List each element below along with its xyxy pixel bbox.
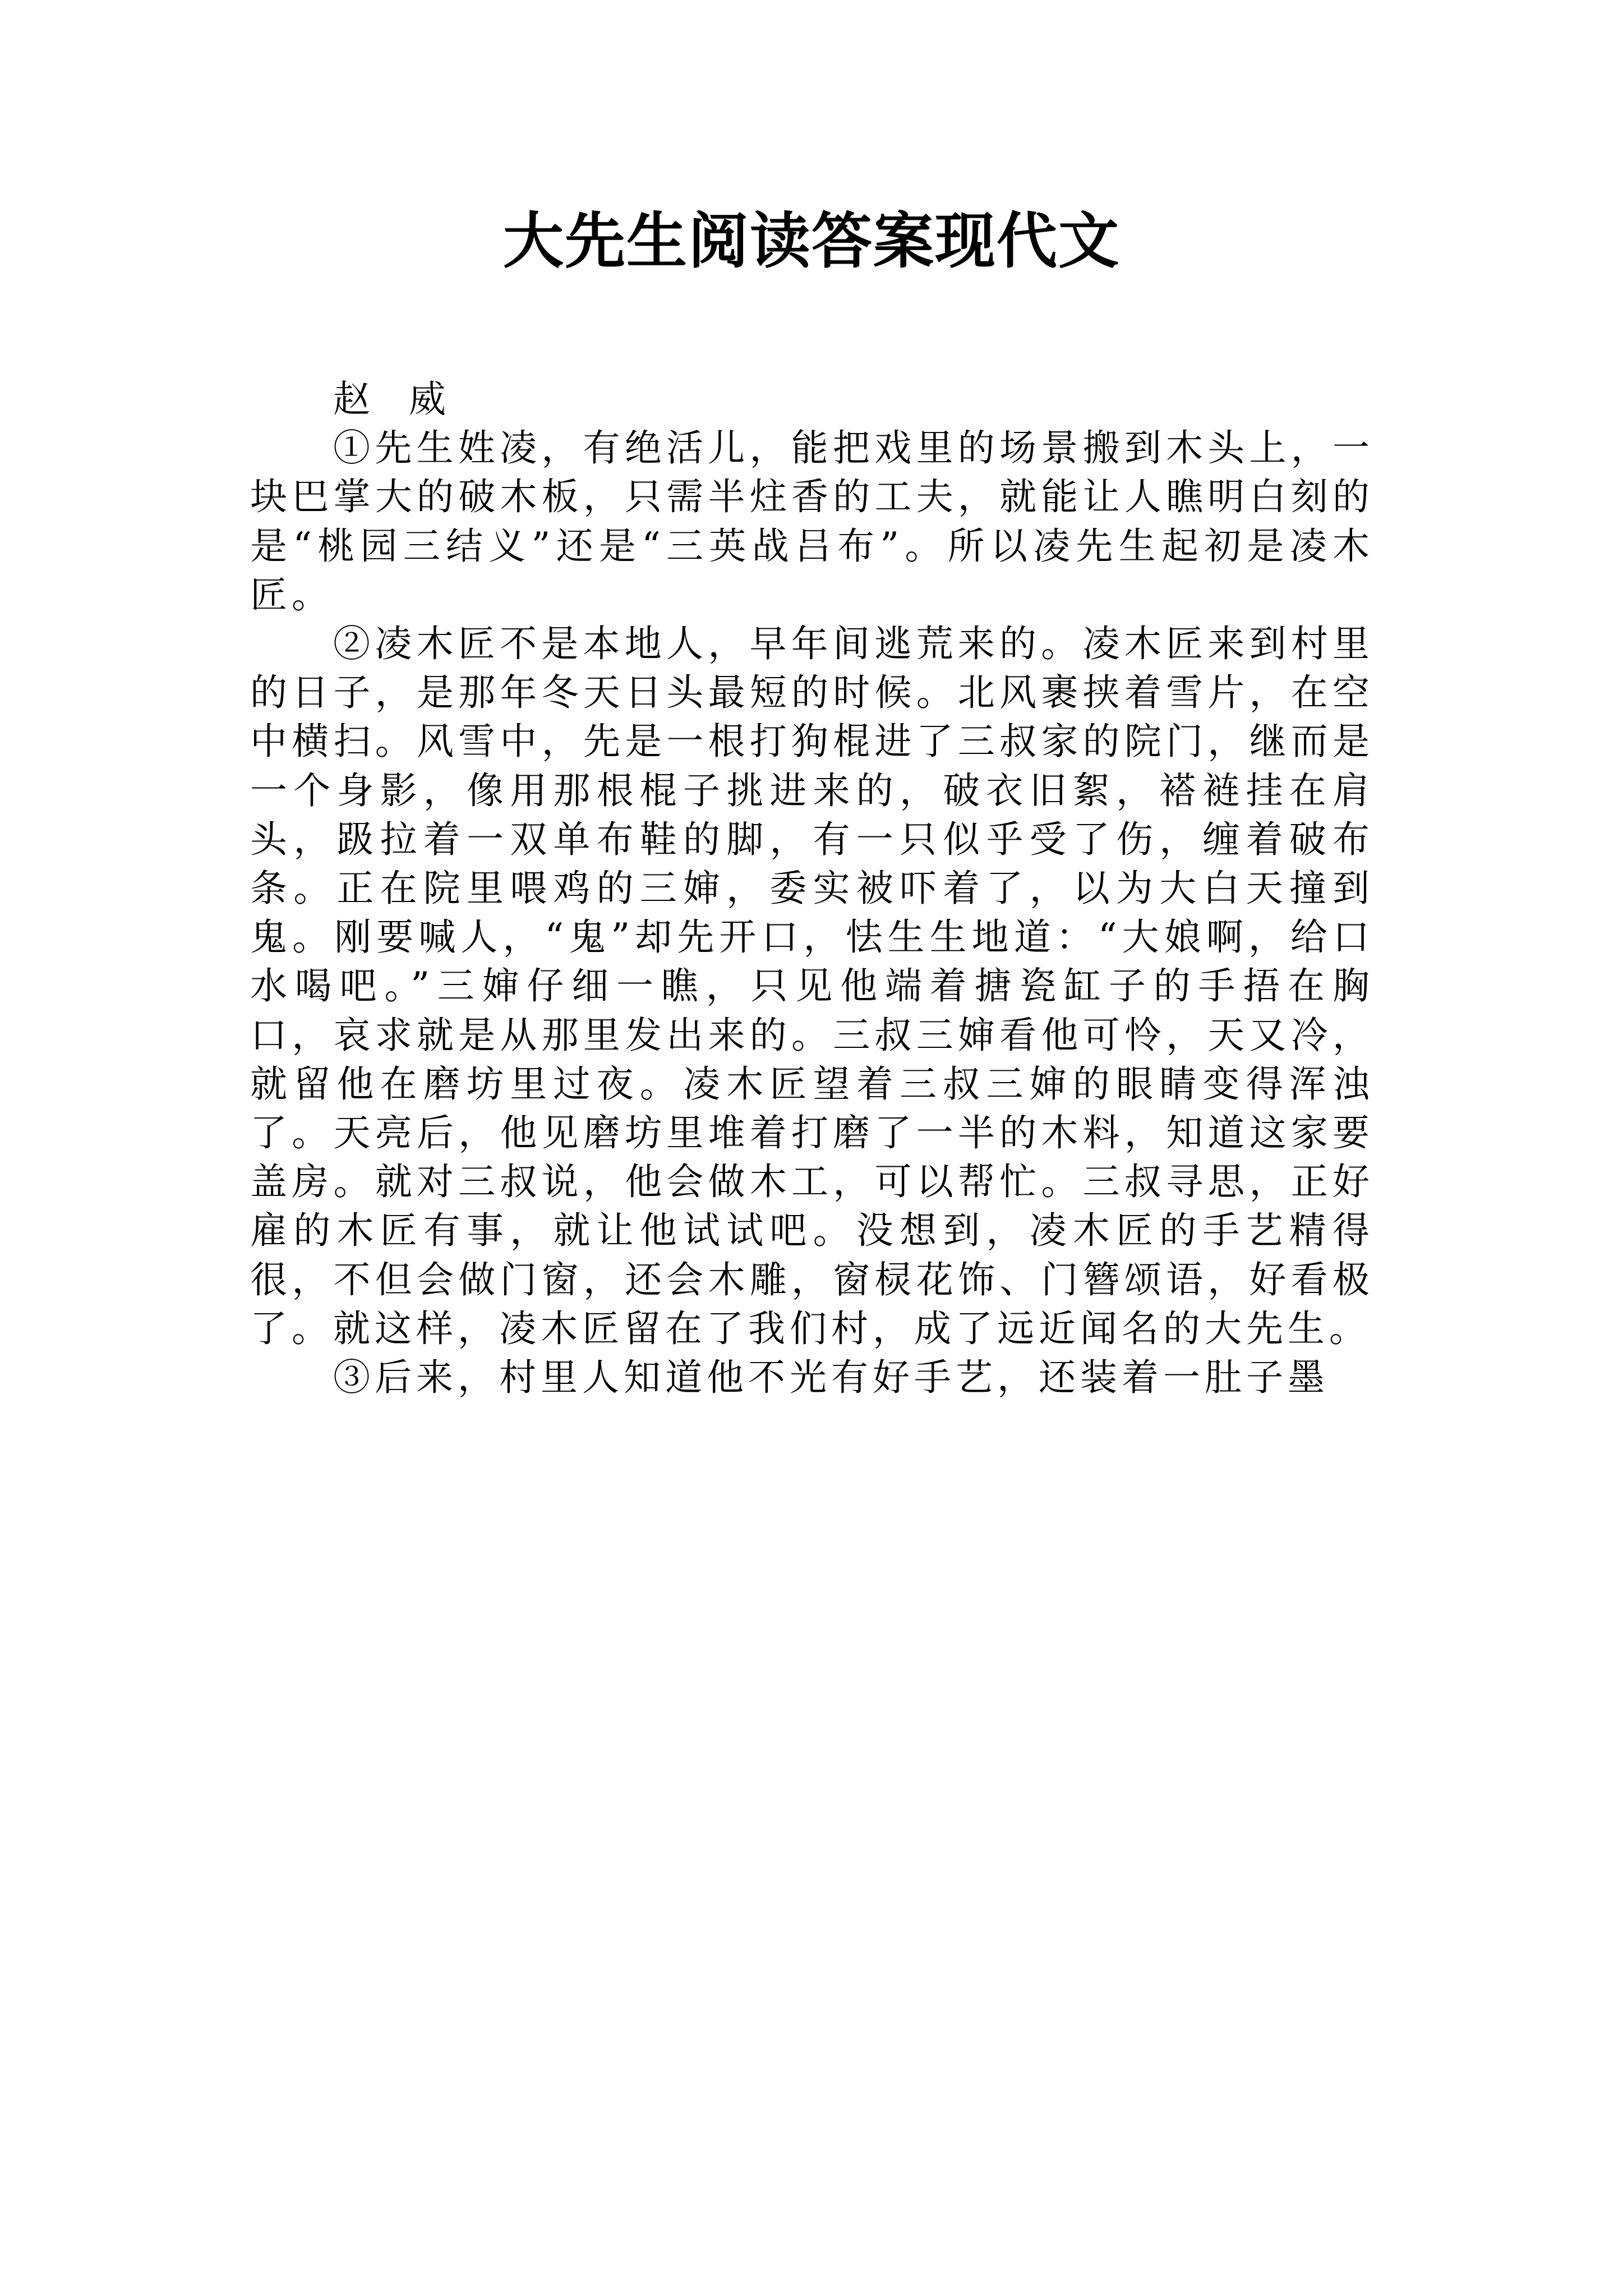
article-body xyxy=(250,375,1374,1402)
paragraph-1: ①先生姓凌，有绝活儿，能把戏里的场景搬到木头上，一块巴掌大的破木板，只需半炷香的工夫，就能让人瞧明白刻的是“桃园三结义”还是“三英战吕布”。所以凌先生起初是凌木匠。 xyxy=(250,426,1374,616)
paragraph-3: ③后来，村里人知道他不光有好手艺，还装着一肚子墨 xyxy=(333,1356,1329,1400)
author-name: 赵 威 xyxy=(333,378,459,421)
paragraph-2: ②凌木匠不是本地人，早年间逃荒来的。凌木匠来到村里的日子，是那年冬天日头最短的时候。北风裹挟着雪片，在空中横扫。风雪中，先是一根打狗棍进了三叔家的院门，继而是一个身影，像用那根棍子挑进来的，破衣旧絮，褡裢挂在肩头，趿拉着一双单布鞋的脚，有一只似乎受了伤，缠着破布条。正在院里喂鸡的三婶，委实被吓着了，以为大白天撞到鬼。刚要喊人，“鬼”却先开口，怯生生地道：“大娘啊，给口水喝吧。”三婶仔细一瞧，只见他端着搪瓷缸子的手捂在胸口，哀求就是从那里发出来的。三叔三婶看他可怜，天又冷，就留他在磨坊里过夜。凌木匠望着三叔三婶的眼睛变得浑浊了。天亮后，他见磨坊里堆着打磨了一半的木料，知道这家要盖房。就对三叔说，他会做木工，可以帮忙。三叔寻思，正好雇的木匠有事，就让他试试吧。没想到，凌木匠的手艺精得很，不但会做门窗，还会木雕，窗棂花饰、门簪颂语，好看极了。就这样，凌木匠留在了我们村，成了远近闻名的大先生。 xyxy=(250,622,1374,1350)
document-title: 大先生阅读答案现代文 xyxy=(502,206,1120,277)
